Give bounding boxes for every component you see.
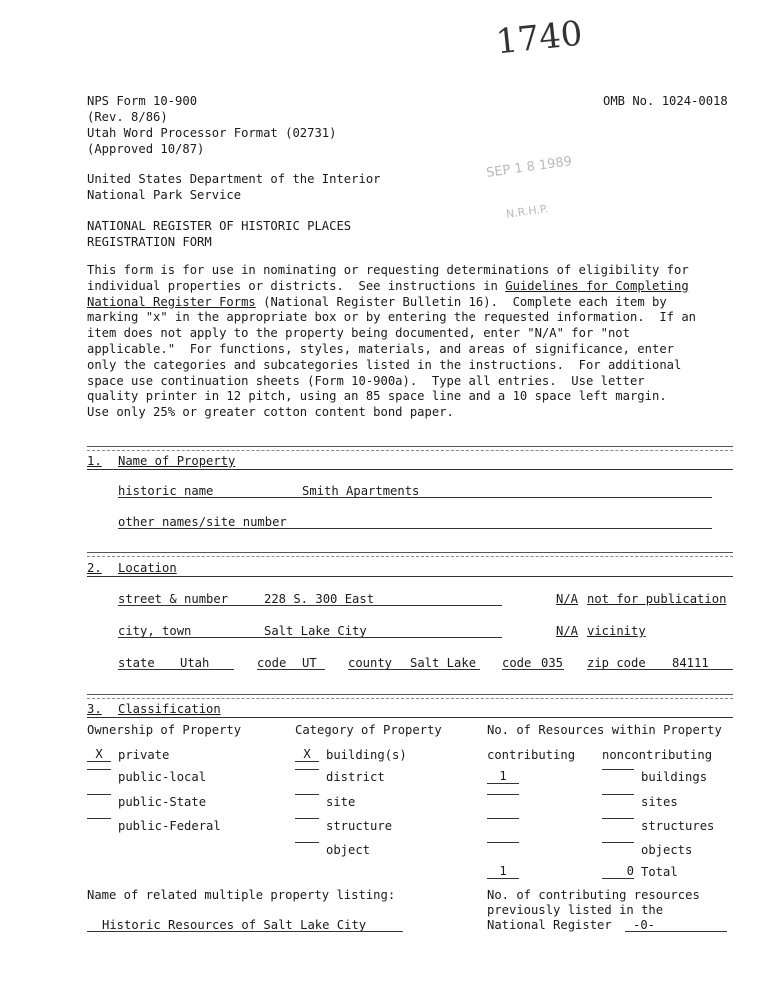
instructions-line: (National Register Bulletin 16). Complete each item by xyxy=(255,294,667,309)
category-label-object: object xyxy=(326,843,371,857)
register-title: NATIONAL REGISTER OF HISTORIC PLACES xyxy=(87,219,352,233)
instructions-line: space use continuation sheets (Form 10-900a). Type all entries. Use letter xyxy=(87,373,645,388)
county-field-line xyxy=(348,669,480,670)
city-label: city, town xyxy=(118,624,192,638)
other-names-field-line[interactable] xyxy=(118,528,712,529)
noncontributing-total[interactable]: 0 xyxy=(602,864,634,879)
contributing-total[interactable]: 1 xyxy=(487,864,519,879)
county-value[interactable]: Salt Lake xyxy=(410,656,477,670)
resources-header: No. of Resources within Property xyxy=(487,723,722,737)
guidelines-link: Guidelines for Completing xyxy=(505,278,689,293)
contributing-buildings[interactable]: 1 xyxy=(487,769,519,784)
ownership-header: Ownership of Property xyxy=(87,723,242,737)
instructions-line: only the categories and subcategories listed in the instructions. For additional xyxy=(87,357,682,372)
registration-form-title: REGISTRATION FORM xyxy=(87,235,212,249)
street-label: street & number xyxy=(118,592,229,606)
category-header: Category of Property xyxy=(295,723,442,737)
category-checkbox-site[interactable] xyxy=(295,794,319,795)
section-rule xyxy=(87,552,733,553)
not-for-publication-label: not for publication xyxy=(587,592,727,606)
county-code-field-line xyxy=(502,669,564,670)
county-label: county xyxy=(348,656,393,670)
section1-title-rule xyxy=(87,469,733,470)
street-value[interactable]: 228 S. 300 East xyxy=(264,592,375,606)
section-rule xyxy=(87,694,733,695)
service: National Park Service xyxy=(87,188,242,202)
contributing-objects[interactable] xyxy=(487,842,519,843)
section2-title-rule xyxy=(87,576,733,577)
related-listing-field-line xyxy=(87,931,403,932)
code-label: code xyxy=(257,656,287,670)
previously-listed-line1: No. of contributing resources xyxy=(487,888,700,902)
code-field-line xyxy=(257,669,325,670)
code-value[interactable]: UT xyxy=(302,656,317,670)
instructions-line: item does not apply to the property being documented, enter "N/A" for "not xyxy=(87,326,630,341)
previously-listed-line2: previously listed in the xyxy=(487,903,664,917)
historic-name-value[interactable]: Smith Apartments xyxy=(302,484,420,498)
category-checkbox-building[interactable]: X xyxy=(295,747,319,762)
form-format: Utah Word Processor Format (02731) xyxy=(87,126,337,140)
state-value[interactable]: Utah xyxy=(180,656,210,670)
category-checkbox-district[interactable] xyxy=(295,769,319,770)
section3-title: Classification xyxy=(118,702,221,716)
section1-title: Name of Property xyxy=(118,454,236,468)
category-label-site: site xyxy=(326,795,356,809)
category-label-district: district xyxy=(326,770,385,784)
category-label-building: building(s) xyxy=(326,748,407,762)
resource-label-buildings: buildings xyxy=(641,770,708,784)
resource-label-objects: objects xyxy=(641,843,693,857)
section2-title: Location xyxy=(118,561,177,575)
received-stamp-label: N.R.H.P. xyxy=(505,202,550,221)
na-publication[interactable]: N/A xyxy=(556,592,579,606)
category-checkbox-object[interactable] xyxy=(295,842,319,843)
zip-value[interactable]: 84111 xyxy=(672,656,709,670)
section-rule xyxy=(87,446,733,447)
previously-listed-line3: National Register xyxy=(487,918,612,932)
contributing-structures[interactable] xyxy=(487,818,519,819)
historic-name-label: historic name xyxy=(118,484,214,498)
other-names-label: other names/site number xyxy=(118,515,287,529)
received-stamp-date: SEP 1 8 1989 xyxy=(485,154,573,181)
guidelines-link-cont: National Register Forms xyxy=(87,294,256,309)
zip-field-line xyxy=(587,669,733,670)
instructions-line: individual properties or districts. See instructions in xyxy=(87,278,506,293)
resource-label-structures: structures xyxy=(641,819,715,833)
related-listing-value[interactable]: Historic Resources of Salt Lake City xyxy=(102,918,367,932)
previously-listed-value[interactable]: -0- xyxy=(633,918,656,932)
na-vicinity[interactable]: N/A xyxy=(556,624,579,638)
historic-name-field-line xyxy=(118,497,712,498)
instructions-line: marking "x" in the appropriate box or by entering the requested information. If an xyxy=(87,310,697,325)
ownership-label-public-state: public-State xyxy=(118,795,207,809)
ownership-checkbox-public-federal[interactable] xyxy=(87,818,111,819)
instructions-line: This form is for use in nominating or requesting determinations of eligibility for xyxy=(87,263,689,277)
state-field-line xyxy=(118,669,234,670)
section3-number: 3. xyxy=(87,702,102,716)
omb-number: OMB No. 1024-0018 xyxy=(603,94,728,108)
section-rule xyxy=(87,698,733,699)
ownership-checkbox-public-local[interactable] xyxy=(87,769,111,770)
form-approved: (Approved 10/87) xyxy=(87,142,205,156)
category-checkbox-structure[interactable] xyxy=(295,818,319,819)
noncontributing-buildings[interactable] xyxy=(602,769,634,770)
handwritten-number: 1740 xyxy=(494,13,585,63)
ownership-label-public-federal: public-Federal xyxy=(118,819,221,833)
contributing-sites[interactable] xyxy=(487,794,519,795)
county-code-label: code xyxy=(502,656,532,670)
ownership-checkbox-public-state[interactable] xyxy=(87,794,111,795)
section1-number: 1. xyxy=(87,454,102,468)
department: United States Department of the Interior xyxy=(87,172,381,186)
city-value[interactable]: Salt Lake City xyxy=(264,624,367,638)
form-revision: (Rev. 8/86) xyxy=(87,110,168,124)
instructions-line: Use only 25% or greater cotton content bond paper. xyxy=(87,405,454,420)
ownership-checkbox-private[interactable]: X xyxy=(87,747,111,762)
category-label-structure: structure xyxy=(326,819,393,833)
noncontributing-objects[interactable] xyxy=(602,842,634,843)
related-listing-label: Name of related multiple property listing: xyxy=(87,888,396,902)
ownership-label-private: private xyxy=(118,748,170,762)
form-number: NPS Form 10-900 xyxy=(87,94,198,108)
zip-label: zip code xyxy=(587,656,646,670)
city-field-line xyxy=(118,637,502,638)
vicinity-label: vicinity xyxy=(587,624,646,638)
section2-number: 2. xyxy=(87,561,102,575)
previously-listed-field-line xyxy=(625,931,727,932)
instructions-line: quality printer in 12 pitch, using an 85 space line and a 10 space left margin. xyxy=(87,389,667,404)
contributing-header: contributing xyxy=(487,748,576,762)
noncontributing-sites[interactable] xyxy=(602,794,634,795)
section3-title-rule xyxy=(87,717,733,718)
state-label: state xyxy=(118,656,155,670)
instructions-line: applicable." For functions, styles, materials, and areas of significance, enter xyxy=(87,341,674,356)
section-rule xyxy=(87,450,733,451)
ownership-label-public-local: public-local xyxy=(118,770,207,784)
resource-label-total: Total xyxy=(641,865,678,879)
county-code-value[interactable]: 035 xyxy=(541,656,564,670)
resource-label-sites: sites xyxy=(641,795,678,809)
noncontributing-header: noncontributing xyxy=(602,748,713,762)
section-rule xyxy=(87,556,733,557)
noncontributing-structures[interactable] xyxy=(602,818,634,819)
street-field-line xyxy=(118,605,502,606)
instructions-paragraph xyxy=(87,263,747,421)
